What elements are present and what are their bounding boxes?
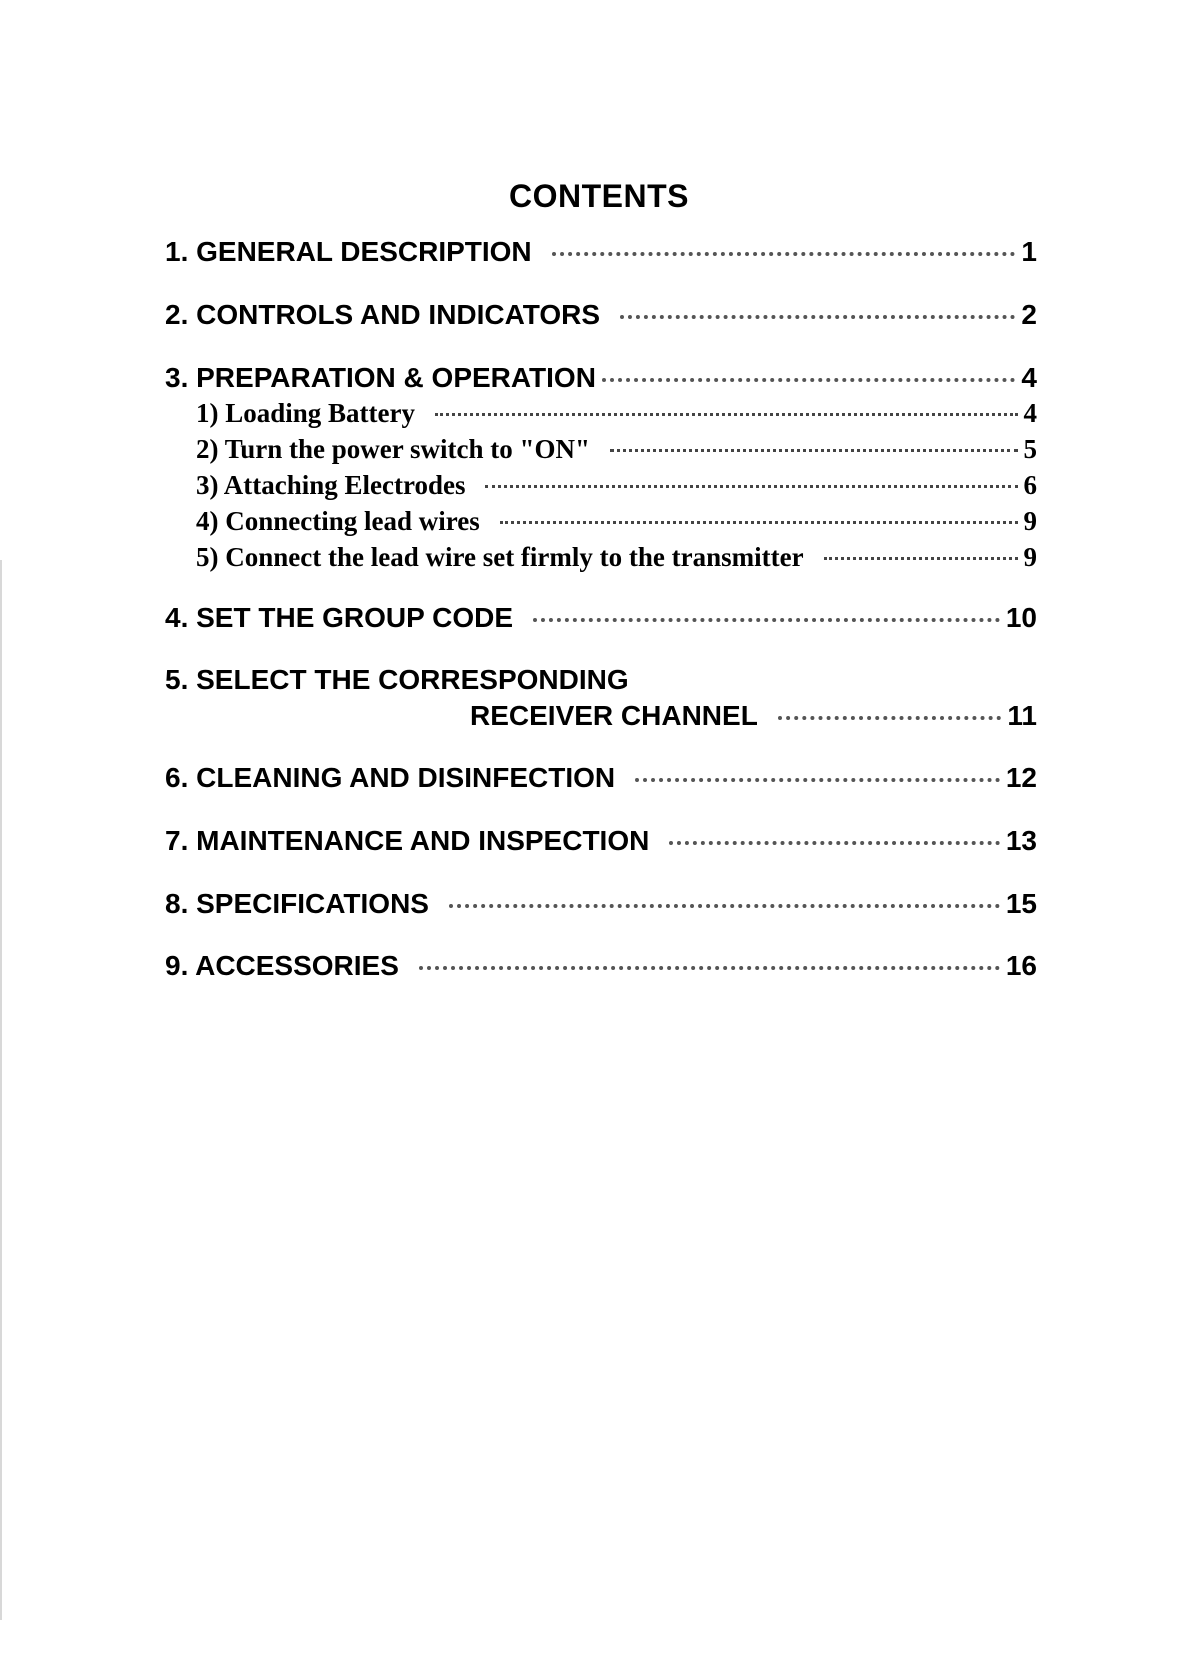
toc-entry-specifications[interactable] <box>165 888 1037 920</box>
toc-page-number: 4 <box>1023 398 1037 428</box>
toc-page-number: 15 <box>1005 888 1037 919</box>
toc-subentry-label: 3) Attaching Electrodes <box>196 470 466 500</box>
dot-leader <box>533 618 1000 622</box>
toc-subentry-label: 5) Connect the lead wire set firmly to the transmitter <box>196 542 804 572</box>
toc-entry-controls-and-indicators[interactable] <box>165 299 1037 331</box>
dot-leader <box>610 449 1017 452</box>
toc-page-number: 5 <box>1023 434 1037 464</box>
toc-entry-label: 3. PREPARATION & OPERATION <box>165 362 596 393</box>
dot-leader <box>485 485 1017 488</box>
dot-leader <box>635 778 1000 782</box>
toc-entry-maintenance-inspection[interactable] <box>165 825 1037 857</box>
toc-entry-set-group-code[interactable] <box>165 602 1037 634</box>
dot-leader <box>500 521 1018 524</box>
toc-page-number: 16 <box>1005 950 1037 981</box>
toc-subentry-label: 2) Turn the power switch to "ON" <box>196 434 591 464</box>
toc-page-number: 11 <box>1007 700 1037 731</box>
toc-entry-preparation-operation[interactable] <box>165 362 1037 394</box>
toc-entry-label: 1. GENERAL DESCRIPTION <box>165 236 532 267</box>
toc-subentry-connecting-lead-wires[interactable] <box>196 506 1037 537</box>
toc-page-number: 9 <box>1023 542 1037 572</box>
toc-page-number: 4 <box>1021 362 1037 393</box>
toc-page-number: 10 <box>1005 602 1037 633</box>
dot-leader <box>778 716 1002 720</box>
dot-leader <box>552 252 1016 256</box>
toc-subentry-label: 4) Connecting lead wires <box>196 506 480 536</box>
toc-entry-label: 6. CLEANING AND DISINFECTION <box>165 762 616 793</box>
toc-page-number: 9 <box>1023 506 1037 536</box>
toc-page-number: 12 <box>1005 762 1037 793</box>
toc-entry-label: 8. SPECIFICATIONS <box>165 888 429 919</box>
toc-subentry-connect-lead-wire-set[interactable] <box>196 542 1037 573</box>
toc-subentry-power-switch[interactable] <box>196 434 1037 465</box>
toc-entry-label: 2. CONTROLS AND INDICATORS <box>165 299 601 330</box>
toc-subentry-attaching-electrodes[interactable] <box>196 470 1037 501</box>
toc-subentry-loading-battery[interactable] <box>196 398 1037 429</box>
table-of-contents <box>0 236 1198 1050</box>
page-title: CONTENTS <box>509 178 689 214</box>
dot-leader <box>602 378 1015 382</box>
toc-entry-label: RECEIVER CHANNEL <box>470 700 758 731</box>
dot-leader <box>620 315 1015 319</box>
toc-page-number: 2 <box>1021 299 1037 330</box>
dot-leader <box>824 557 1018 560</box>
toc-entry-label: 7. MAINTENANCE AND INSPECTION <box>165 825 650 856</box>
dot-leader <box>435 413 1018 416</box>
dot-leader <box>419 966 1000 970</box>
toc-entry-select-receiver-line1[interactable]: 5. SELECT THE CORRESPONDING <box>165 664 629 695</box>
toc-subentry-label: 1) Loading Battery <box>196 398 415 428</box>
toc-page-number: 6 <box>1023 470 1037 500</box>
toc-page-number: 13 <box>1005 825 1037 856</box>
toc-entry-label: 9. ACCESSORIES <box>165 950 399 981</box>
toc-entry-general-description[interactable] <box>165 236 1037 268</box>
toc-entry-cleaning-disinfection[interactable] <box>165 762 1037 794</box>
toc-page-number: 1 <box>1021 236 1037 267</box>
toc-entry-accessories[interactable] <box>165 950 1037 982</box>
dot-leader <box>669 841 1000 845</box>
toc-entry-select-receiver-channel[interactable] <box>470 700 1037 732</box>
toc-entry-label: 4. SET THE GROUP CODE <box>165 602 513 633</box>
dot-leader <box>449 904 1000 908</box>
